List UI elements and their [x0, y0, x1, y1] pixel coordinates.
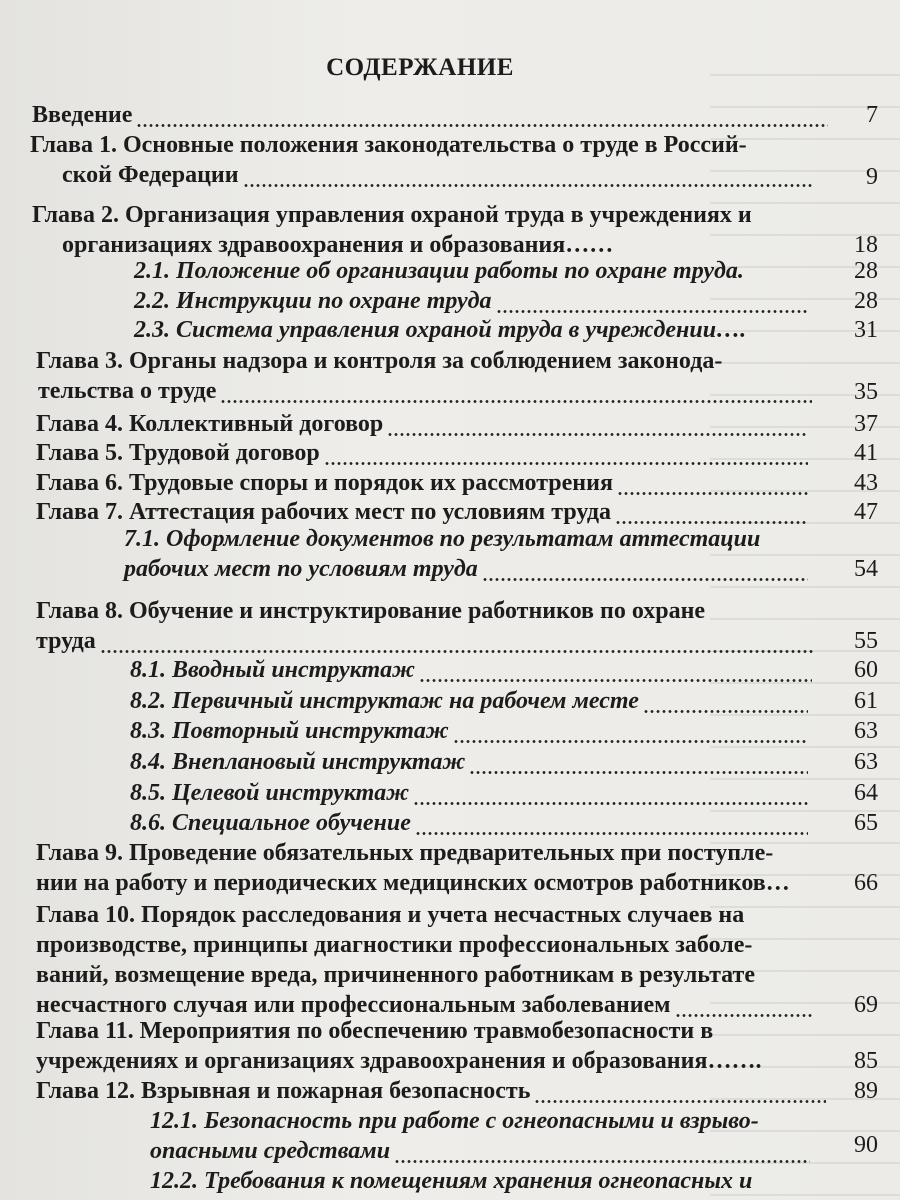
toc-page-number: 60	[854, 657, 878, 683]
toc-entry-text: Глава 9. Проведение обязательных предварительных при поступле-	[36, 840, 774, 866]
leader-dots	[453, 740, 808, 743]
toc-entry-text: Глава 10. Порядок расследования и учета несчастных случаев на	[36, 902, 745, 928]
toc-entry-text: 8.6. Специальное обучение	[130, 810, 411, 836]
toc-entry-text: Глава 3. Органы надзора и контроля за соблюдением законода-	[36, 348, 723, 374]
toc-page-number: 63	[854, 718, 878, 744]
toc-entry-text: 8.3. Повторный инструктаж	[130, 718, 449, 744]
toc-entry-text: ской Федерации	[62, 162, 239, 188]
toc-entry-text: Введение	[32, 102, 133, 128]
toc-page-number: 85	[854, 1048, 878, 1074]
toc-page-number: 9	[866, 164, 878, 190]
toc-entry-text: Глава 12. Взрывная и пожарная безопасность	[36, 1078, 531, 1104]
leader-dots	[419, 679, 812, 682]
toc-entry-text: 8.4. Внеплановый инструктаж	[130, 749, 466, 775]
leader-dots	[387, 433, 808, 436]
leader-dots	[482, 578, 808, 581]
toc-page-number: 63	[854, 749, 878, 775]
page-title: СОДЕРЖАНИЕ	[326, 54, 514, 81]
toc-entry-text: 8.5. Целевой инструктаж	[130, 780, 410, 806]
toc-entry-text: тельства о труде	[38, 378, 217, 404]
toc-entry-text: несчастного случая или профессиональным заболеванием	[36, 992, 671, 1018]
toc-entry-text: Глава 8. Обучение и инструктирование работников по охране	[36, 598, 706, 624]
leader-dots	[324, 462, 808, 465]
toc-page-number: 41	[854, 440, 878, 466]
toc-page-number: 64	[854, 780, 878, 806]
toc-entry-text: нии на работу и периодических медицинских осмотров работников…	[36, 870, 790, 896]
toc-page-number: 55	[854, 628, 878, 654]
toc-page-number: 66	[854, 870, 878, 896]
toc-entry-text: 12.1. Безопасность при работе с огнеопасными и взрыво-	[150, 1108, 759, 1134]
toc-entry-text: Глава 11. Мероприятия по обеспечению травмобезопасности в	[36, 1018, 714, 1044]
leader-dots	[534, 1100, 826, 1103]
toc-entry-text: Глава 1. Основные положения законодательства о труде в Россий-	[30, 132, 747, 158]
toc-entry-text: 8.1. Вводный инструктаж	[130, 657, 416, 683]
leader-dots	[243, 184, 812, 187]
toc-entry-text: 2.1. Положение об организации работы по охране труда.	[134, 258, 744, 284]
toc-entry-text: ваний, возмещение вреда, причиненного работникам в результате	[36, 962, 755, 988]
leader-dots	[496, 310, 808, 313]
toc-entry-text: 2.3. Система управления охраной труда в учреждении….	[134, 317, 747, 343]
toc-page-number: 35	[854, 379, 878, 405]
toc-entry-text: 8.2. Первичный инструктаж на рабочем месте	[130, 688, 639, 714]
toc-page-number: 31	[854, 317, 878, 343]
toc-entry-text: Глава 5. Трудовой договор	[36, 440, 320, 466]
leader-dots	[220, 400, 812, 403]
leader-dots	[394, 1160, 810, 1163]
leader-dots	[100, 650, 814, 653]
toc-entry-text: 7.1. Оформление документов по результатам аттестации	[124, 526, 761, 552]
toc-entry-text: Глава 2. Организация управления охраной труда в учреждениях и	[32, 202, 752, 228]
toc-entry-text: рабочих мест по условиям труда	[124, 556, 478, 582]
toc-entry-text: организациях здравоохранения и образования……	[62, 232, 614, 258]
toc-page-number: 54	[854, 556, 878, 582]
toc-page-number: 89	[854, 1078, 878, 1104]
leader-dots	[415, 832, 808, 835]
toc-page-number: 7	[866, 102, 878, 128]
toc-entry-text: Глава 4. Коллективный договор	[36, 411, 384, 437]
toc-entry-text: 2.2. Инструкции по охране труда	[134, 288, 492, 314]
toc-page-number: 90	[854, 1132, 878, 1158]
toc-page-number: 28	[854, 258, 878, 284]
leader-dots	[643, 710, 808, 713]
toc-page-number: 65	[854, 810, 878, 836]
toc-page-number: 37	[854, 411, 878, 437]
toc-page-number: 43	[854, 470, 878, 496]
leader-dots	[469, 771, 808, 774]
toc-entry-text: 12.2. Требования к помещениям хранения огнеопасных и	[150, 1168, 753, 1194]
toc-entry-text: производстве, принципы диагностики профессиональных заболе-	[36, 932, 753, 958]
leader-dots	[136, 124, 828, 127]
leader-dots	[413, 802, 808, 805]
toc-page-number: 47	[854, 499, 878, 525]
leader-dots	[617, 492, 808, 495]
toc-entry-text: опасными средствами	[150, 1138, 391, 1164]
toc-page-number: 28	[854, 288, 878, 314]
toc-entry-text: учреждениях и организациях здравоохранения и образования…….	[36, 1048, 762, 1074]
toc-page-number: 18	[854, 232, 878, 258]
toc-entry-text: труда	[36, 628, 96, 654]
toc-page-number: 61	[854, 688, 878, 714]
toc-entry-text: Глава 6. Трудовые споры и порядок их рассмотрения	[36, 470, 613, 496]
toc-entry-text: Глава 7. Аттестация рабочих мест по условиям труда	[36, 499, 612, 525]
toc-page-number: 69	[854, 992, 878, 1018]
